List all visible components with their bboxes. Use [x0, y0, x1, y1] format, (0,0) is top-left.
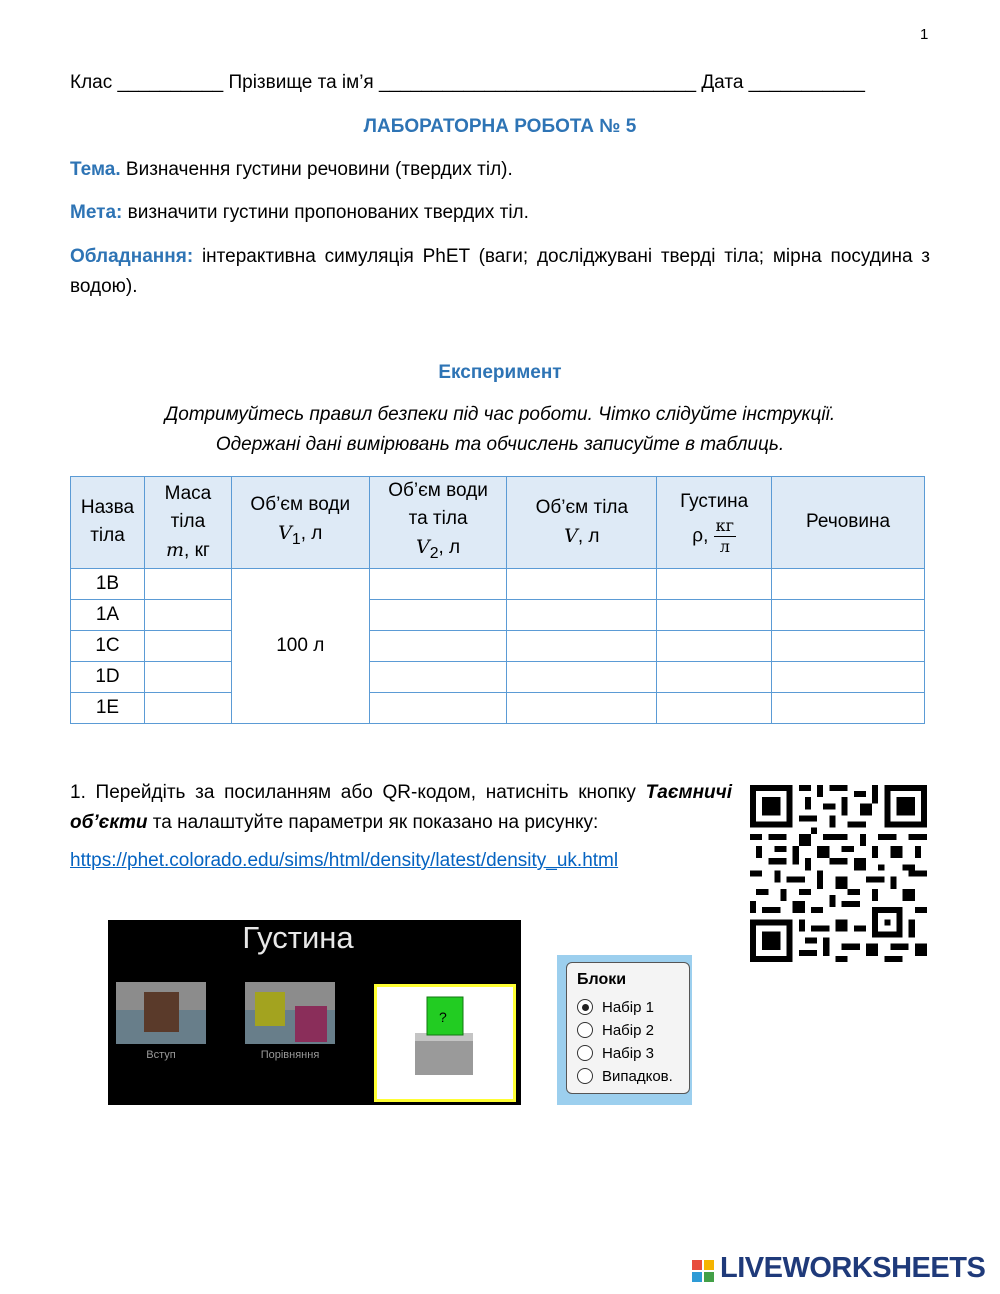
- goal-label: Мета:: [70, 202, 123, 223]
- screen-intro-button[interactable]: [116, 982, 206, 1061]
- row-label: 1C: [71, 630, 145, 661]
- qr-code-icon[interactable]: [750, 785, 927, 962]
- water-body-volume-cell[interactable]: [369, 630, 507, 661]
- radio-set-3[interactable]: Набір 3: [577, 1045, 654, 1062]
- table-row: [71, 661, 925, 692]
- row-label: 1A: [71, 599, 145, 630]
- header-line: [70, 72, 928, 94]
- mass-cell[interactable]: [144, 630, 231, 661]
- water-body-volume-cell[interactable]: [369, 599, 507, 630]
- radio-set-1[interactable]: Набір 1: [577, 999, 654, 1016]
- goal-text: визначити густини пропонованих твердих тіл.: [127, 202, 529, 223]
- col-header-density: Густина ρ, $\frac{кг}{л}$: [657, 477, 772, 569]
- blocks-panel: [566, 962, 690, 1094]
- liveworksheets-logo-icon: [692, 1260, 714, 1282]
- intro-thumbnail-icon: [116, 982, 206, 1044]
- col-header-name: Назва тіла: [71, 477, 145, 569]
- equipment-text: інтерактивна симуляція PhET (ваги; досліджувані тверді тіла; мірна посудина з водою).: [70, 246, 930, 297]
- table-row: [71, 692, 925, 723]
- topic-line: [70, 155, 930, 185]
- phet-link[interactable]: https://phet.colorado.edu/sims/html/density/latest/density_uk.html: [70, 850, 619, 871]
- brand-name: LIVEWORKSHEETS: [720, 1252, 986, 1284]
- table-row: [71, 599, 925, 630]
- col-header-water-body-volume: Об’єм води та тіла $V_2$, л: [369, 477, 507, 569]
- mystery-question-mark: ?: [439, 1009, 447, 1025]
- equipment-line: [70, 242, 930, 302]
- mystery-button-name: Таємничі об’єкти: [70, 782, 733, 833]
- col-header-mass: Маса тіла m, кг: [144, 477, 231, 569]
- blocks-title: Блоки: [577, 971, 627, 988]
- mass-cell[interactable]: [144, 599, 231, 630]
- body-volume-cell[interactable]: [507, 568, 657, 599]
- body-volume-cell[interactable]: [507, 692, 657, 723]
- table-row: [71, 630, 925, 661]
- body-volume-cell[interactable]: [507, 599, 657, 630]
- topic-text: Визначення густини речовини (твердих тіл).: [125, 159, 513, 180]
- date-blank[interactable]: ___________: [748, 72, 865, 93]
- page-title: ЛАБОРАТОРНА РОБОТА № 5: [363, 116, 637, 137]
- water-body-volume-cell[interactable]: [369, 661, 507, 692]
- density-cell[interactable]: [657, 630, 772, 661]
- substance-cell[interactable]: [772, 661, 925, 692]
- radio-set-2[interactable]: Набір 2: [577, 1022, 654, 1039]
- density-cell[interactable]: [657, 661, 772, 692]
- screen-compare-button[interactable]: [245, 982, 335, 1061]
- density-cell[interactable]: [657, 692, 772, 723]
- radio-icon[interactable]: [577, 1045, 593, 1061]
- topic-label: Тема.: [70, 159, 121, 180]
- goal-line: [70, 198, 930, 228]
- mass-cell[interactable]: [144, 661, 231, 692]
- col-header-water-volume: Об’єм води $V_1$, л: [231, 477, 369, 569]
- mass-cell[interactable]: [144, 568, 231, 599]
- water-body-volume-cell[interactable]: [369, 692, 507, 723]
- page-number: 1: [920, 26, 929, 43]
- step-1-text: 1. Перейдіть за посиланням або QR-кодом, натисніть кнопку Таємничі об’єкти та налаштуйте параметри як показано на рисунку:: [70, 782, 733, 833]
- mystery-thumbnail-icon: [377, 987, 513, 1085]
- col-header-substance: Речовина: [772, 477, 925, 569]
- experiment-heading: Експеримент: [438, 362, 562, 383]
- name-blank[interactable]: ______________________________: [379, 72, 697, 93]
- screen-intro-label: Вступ: [146, 1049, 176, 1061]
- col-header-body-volume: Об’єм тіла V, л: [507, 477, 657, 569]
- phet-home-screen: [108, 920, 521, 1105]
- radio-icon[interactable]: [577, 1022, 593, 1038]
- radio-selected-icon[interactable]: [577, 999, 593, 1015]
- density-cell[interactable]: [657, 568, 772, 599]
- radio-random[interactable]: Випадков.: [577, 1068, 673, 1085]
- row-label: 1E: [71, 692, 145, 723]
- instruction-2: Одержані дані вимірювань та обчислень записуйте в таблиць.: [215, 434, 785, 455]
- body-volume-cell[interactable]: [507, 630, 657, 661]
- substance-cell[interactable]: [772, 630, 925, 661]
- name-label: Прізвище та ім’я: [228, 72, 374, 93]
- substance-cell[interactable]: [772, 568, 925, 599]
- row-label: 1B: [71, 568, 145, 599]
- body-volume-cell[interactable]: [507, 661, 657, 692]
- screen-compare-label: Порівняння: [260, 1049, 320, 1061]
- compare-thumbnail-icon: [245, 982, 335, 1044]
- class-label: Клас: [70, 72, 113, 93]
- equipment-label: Обладнання:: [70, 246, 194, 267]
- mass-cell[interactable]: [144, 692, 231, 723]
- table-row: [71, 568, 925, 599]
- water-volume-cell: 100 л: [231, 568, 369, 723]
- substance-cell[interactable]: [772, 692, 925, 723]
- radio-icon[interactable]: [577, 1068, 593, 1084]
- water-body-volume-cell[interactable]: [369, 568, 507, 599]
- density-cell[interactable]: [657, 599, 772, 630]
- screen-mystery-label: Таємничі об'єкти: [383, 1084, 507, 1101]
- substance-cell[interactable]: [772, 599, 925, 630]
- data-table: [70, 476, 925, 724]
- date-label: Дата: [701, 72, 744, 93]
- phet-title: Густина: [242, 920, 354, 955]
- instruction-1: Дотримуйтесь правил безпеки під час роботи. Чітко слідуйте інструкції.: [164, 404, 836, 425]
- class-blank[interactable]: __________: [117, 72, 224, 93]
- row-label: 1D: [71, 661, 145, 692]
